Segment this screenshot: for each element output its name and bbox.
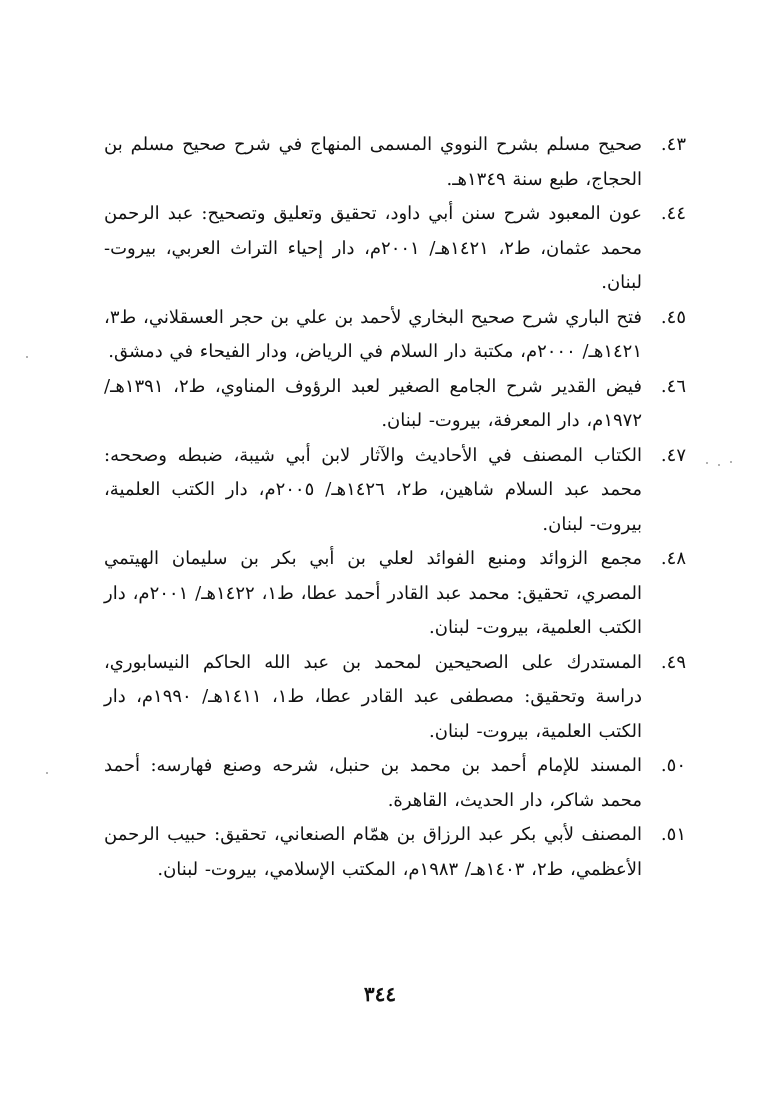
entry-text: فتح الباري شرح صحيح البخاري لأحمد بن علي بن حجر العسقلاني، ط٣، ١٤٢١هـ/ ٢٠٠٠م، مكتبة دار السلام في الرياض، ودار الفيحاء في دمشق.	[104, 306, 642, 362]
bibliography-entry	[104, 197, 686, 301]
scan-speck	[706, 462, 708, 464]
entry-text: الكتاب المصنف في الأحاديث والآثار لابن أبي شيبة، ضبطه وصححه: محمد عبد السلام شاهين، ط٢، ١٤٢٦هـ/ ٢٠٠٥م، دار الكتب العلمية، بيروت- لبنان.	[104, 444, 642, 535]
entry-text: مجمع الزوائد ومنبع الفوائد لعلي بن أبي بكر بن سليمان الهيتمي المصري، تحقيق: محمد عبد القادر أحمد عطا، ط١، ١٤٢٢هـ/ ٢٠٠١م، دار الكتب العلمية، بيروت- لبنان.	[104, 548, 642, 638]
bibliography-list	[104, 128, 686, 887]
entry-number: ٤٩.	[660, 651, 686, 673]
bibliography-entry	[104, 749, 686, 818]
entry-number: ٤٤.	[660, 203, 686, 224]
entry-number: ٤٥.	[660, 306, 686, 328]
entry-number: ٥١.	[660, 824, 686, 845]
bibliography-entry	[104, 818, 686, 887]
page-number: ٣٤٤	[363, 982, 397, 1006]
bibliography-entry	[104, 301, 686, 370]
entry-text: المسند للإمام أحمد بن محمد بن حنبل، شرحه وصنع فهارسه: أحمد محمد شاكر، دار الحديث، القاهرة.	[104, 755, 642, 811]
bibliography-entry	[104, 128, 686, 197]
bibliography-entry	[104, 646, 686, 750]
entry-text: المصنف لأبي بكر عبد الرزاق بن همّام الصنعاني، تحقيق: حبيب الرحمن الأعظمي، ط٢، ١٤٠٣هـ/ ١٩٨٣م، المكتب الإسلامي، بيروت- لبنان.	[104, 824, 642, 880]
entry-text: عون المعبود شرح سنن أبي داود، تحقيق وتعليق وتصحيح: عبد الرحمن محمد عثمان، ط٢، ١٤٢١هـ/ ٢٠٠١م، دار إحياء التراث العربي، بيروت- لبنان.	[104, 203, 643, 293]
scan-speck	[718, 464, 720, 466]
bibliography-entry	[104, 542, 686, 646]
scan-speck	[730, 461, 732, 463]
scan-speck	[26, 356, 28, 358]
scan-speck	[46, 772, 48, 774]
entry-number: ٤٣.	[660, 134, 686, 155]
entry-text: صحيح مسلم بشرح النووي المسمى المنهاج في شرح صحيح مسلم بن الحجاج، طبع سنة ١٣٤٩هـ.	[104, 134, 642, 190]
entry-number: ٤٧.	[660, 444, 686, 466]
entry-text: فيض القدير شرح الجامع الصغير لعبد الرؤوف المناوي، ط٢، ١٣٩١هـ/ ١٩٧٢م، دار المعرفة، بيروت- لبنان.	[104, 375, 642, 431]
bibliography-entry	[104, 370, 686, 439]
bibliography-entry	[104, 439, 686, 543]
entry-number: ٤٨.	[660, 548, 686, 569]
entry-text: المستدرك على الصحيحين لمحمد بن عبد الله الحاكم النيسابوري، دراسة وتحقيق: مصطفى عبد القادر عطا، ط١، ١٤١١هـ/ ١٩٩٠م، دار الكتب العلمية، بيروت- لبنان.	[104, 651, 642, 742]
entry-number: ٤٦.	[660, 375, 686, 397]
entry-number: ٥٠.	[660, 755, 686, 776]
